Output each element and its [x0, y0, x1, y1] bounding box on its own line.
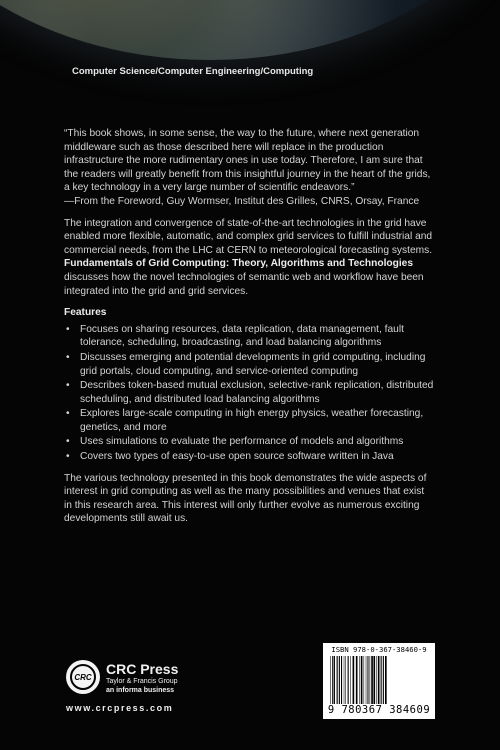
barcode-bar	[381, 656, 382, 704]
barcode-bar	[359, 656, 360, 704]
barcode-bar	[369, 656, 370, 704]
barcode-bar	[361, 656, 363, 704]
barcode	[323, 643, 435, 719]
barcode-bar	[364, 656, 365, 704]
publisher-block	[106, 662, 178, 695]
back-cover-text	[64, 127, 434, 534]
barcode-bar	[334, 656, 335, 704]
barcode-bar	[367, 656, 368, 704]
barcode-bar	[344, 656, 345, 704]
ean-number: 9 780367 384609	[327, 704, 431, 716]
feature-item: • Discusses emerging and potential developments in grid computing, including grid portals, cloud computing, and service-oriented computing	[64, 351, 434, 378]
intro-continuation: discusses how the novel technologies of semantic web and workflow have been integrated into the grid and grid services.	[64, 271, 424, 297]
barcode-bar	[353, 656, 355, 704]
barcode-bar	[330, 656, 331, 704]
barcode-bar	[383, 656, 384, 704]
quote-text: “This book shows, in some sense, the way to the future, where next generation middleware such as those described here will replace in the production infrastructure the more rudimentary ones in use today. Therefore, I am sure that the readers will greatly benefit from this insightful journey in the heart of the grids, a key technology in a very large number of scientific endeavors.”	[64, 128, 431, 194]
barcode-bar	[376, 656, 377, 704]
barcode-bar	[371, 656, 373, 704]
feature-item: • Focuses on sharing resources, data replication, data management, fault tolerance, scheduling, broadcasting, and load balancing algorithms	[64, 323, 434, 350]
publisher-website[interactable]: www.crcpress.com	[66, 703, 174, 713]
barcode-bar	[345, 656, 346, 704]
intro-text: The integration and convergence of state-of-the-art technologies in the grid have enabled more flexible, automatic, and complex grid services to fulfill industrial and commercial needs, from the LHC at CERN to meteorological forecasting systems.	[64, 217, 433, 256]
barcode-bar	[356, 656, 358, 704]
feature-item: • Describes token-based mutual exclusion, selective-rank replication, distributed scheduling, and distributed load balancing algorithms	[64, 379, 434, 406]
publisher-name: CRC Press	[106, 661, 179, 677]
features-heading: Features	[64, 307, 107, 319]
barcode-bar	[348, 656, 349, 704]
barcode-bar	[373, 656, 375, 704]
feature-item: • Uses simulations to evaluate the performance of models and algorithms	[64, 435, 434, 449]
barcode-bar	[337, 656, 338, 704]
barcode-bar	[370, 656, 371, 704]
earth-globe-image	[0, 0, 500, 60]
barcode-bar	[366, 656, 367, 704]
crc-logo-icon	[66, 660, 100, 694]
book-title: Fundamentals of Grid Computing: Theory, Algorithms and Technologies	[64, 258, 414, 270]
crc-logo-text: CRC	[70, 664, 96, 690]
barcode-bar	[341, 656, 342, 704]
barcode-bar	[339, 656, 340, 704]
publisher-business: an informa business	[106, 687, 175, 694]
feature-item: • Explores large-scale computing in high energy physics, weather forecasting, genetics, and more	[64, 407, 434, 434]
publisher-group: Taylor & Francis Group	[106, 678, 178, 685]
foreword-quote	[64, 127, 434, 209]
barcode-bar	[378, 656, 380, 704]
quote-attribution: —From the Foreword, Guy Wormser, Institut des Grilles, CNRS, Orsay, France	[64, 195, 420, 207]
barcode-bar	[385, 656, 387, 704]
feature-item: • Covers two types of easy-to-use open source software written in Java	[64, 450, 434, 464]
features-list	[64, 323, 434, 464]
isbn-label: ISBN 978-0-367-38460-9	[331, 645, 427, 654]
closing-paragraph: The various technology presented in this book demonstrates the wide aspects of interest in grid computing as well as the many possibilities and venues that exist in this research area. This interest will only further evolve as numerous exciting developments still await us.	[64, 472, 427, 525]
barcode-bars	[329, 656, 429, 704]
intro-paragraph	[64, 217, 434, 299]
barcode-bar	[332, 656, 333, 704]
barcode-bar	[350, 656, 351, 704]
subject-category: Computer Science/Computer Engineering/Computing	[72, 66, 314, 77]
